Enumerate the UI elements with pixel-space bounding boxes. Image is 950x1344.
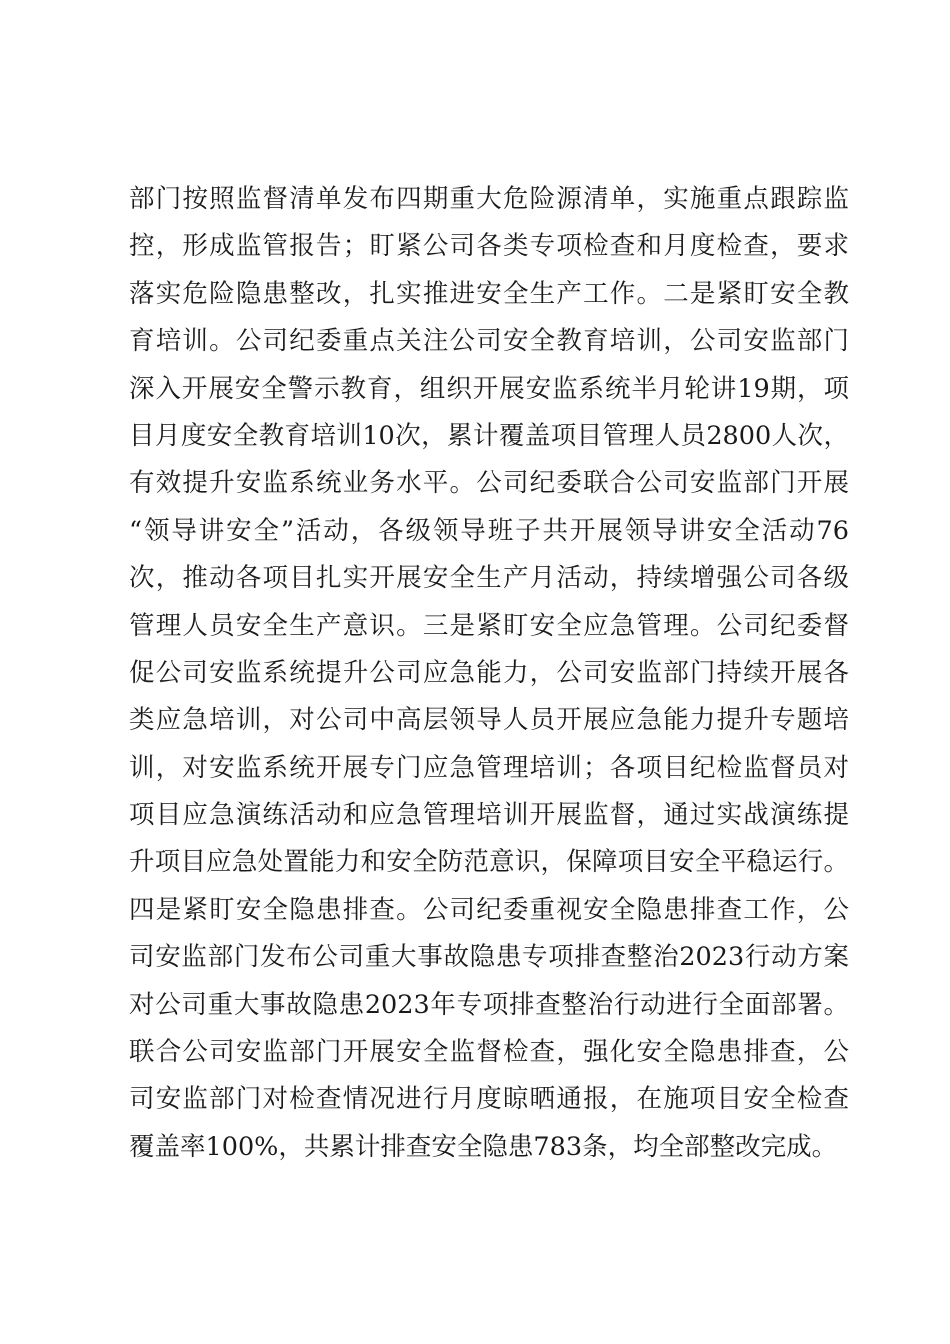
text-line-2: 控，形成监管报告；盯紧公司各类专项检查和月度检查，要求: [129, 231, 849, 262]
text-line-13: 训，对安监系统开展专门应急管理培训；各项目纪检监督员对: [129, 752, 849, 783]
text-line-16: 四是紧盯安全隐患排查。公司纪委重视安全隐患排查工作，公: [129, 894, 849, 925]
text-line-15: 升项目应急处置能力和安全防范意识，保障项目安全平稳运行。: [129, 847, 849, 878]
text-line-18: 对公司重大事故隐患2023年专项排查整治行动进行全面部署。: [129, 989, 849, 1020]
text-line-17: 司安监部门发布公司重大事故隐患专项排查整治2023行动方案: [129, 942, 849, 973]
text-line-14: 项目应急演练活动和应急管理培训开展监督，通过实战演练提: [129, 800, 849, 831]
text-line-4: 育培训。公司纪委重点关注公司安全教育培训，公司安监部门: [129, 326, 849, 357]
text-line-21: 覆盖率100%，共累计排查安全隐患783条，均全部整改完成。: [129, 1131, 838, 1162]
body-paragraph: [129, 176, 849, 1171]
text-line-6: 目月度安全教育培训10次，累计覆盖项目管理人员2800人次，: [129, 420, 849, 451]
text-line-9: 次，推动各项目扎实开展安全生产月活动，持续增强公司各级: [129, 563, 849, 594]
text-line-10: 管理人员安全生产意识。三是紧盯安全应急管理。公司纪委督: [129, 610, 849, 641]
text-line-12: 类应急培训，对公司中高层领导人员开展应急能力提升专题培: [129, 705, 849, 736]
text-line-20: 司安监部门对检查情况进行月度晾晒通报，在施项目安全检查: [129, 1084, 849, 1115]
text-line-19: 联合公司安监部门开展安全监督检查，强化安全隐患排查，公: [129, 1037, 849, 1068]
text-line-3: 落实危险隐患整改，扎实推进安全生产工作。二是紧盯安全教: [129, 278, 849, 309]
text-line-7: 有效提升安监系统业务水平。公司纪委联合公司安监部门开展: [129, 468, 849, 499]
text-line-5: 深入开展安全警示教育，组织开展安监系统半月轮讲19期，项: [129, 373, 849, 404]
text-line-8: “领导讲安全”活动，各级领导班子共开展领导讲安全活动76: [129, 515, 849, 546]
text-line-11: 促公司安监系统提升公司应急能力，公司安监部门持续开展各: [129, 657, 849, 688]
text-line-1: 部门按照监督清单发布四期重大危险源清单，实施重点跟踪监: [129, 184, 849, 214]
